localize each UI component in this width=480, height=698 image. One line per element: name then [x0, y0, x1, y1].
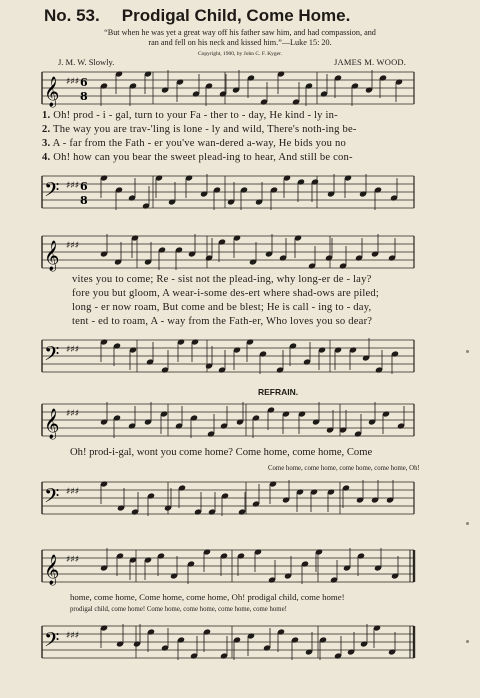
page-speck	[466, 640, 469, 643]
verse-line: 3. A - far from the Fath - er you've wan-dered a-way, He bids you no	[42, 138, 347, 149]
author-credit: J. M. W. Slowly.	[58, 57, 115, 67]
treble-staff	[0, 540, 480, 588]
refrain-lyric: home, come home, Come home, come home, Oh! prodigal child, come home!	[70, 592, 345, 602]
svg-text:♯♯♯: ♯♯♯	[66, 409, 80, 419]
verse-line: 2. The way you are trav-'ling is lone - ly and wild, There's noth-ing be-	[42, 124, 357, 135]
bass-staff	[0, 474, 480, 522]
treble-staff	[0, 396, 480, 444]
verse-line: long - er now roam, But come and be blest; He is call - ing to - day,	[72, 302, 372, 313]
refrain-lyric: Oh! prod-i-gal, wont you come home? Come home, come home, Come	[70, 447, 373, 458]
epigraph-line: “But when he was yet a great way off his father saw him, and had compassion, and	[104, 28, 376, 37]
bass-staff	[0, 330, 480, 380]
refrain-label: REFRAIN.	[258, 387, 299, 397]
bass-staff	[0, 166, 480, 216]
verse-line: vites you to come; Re - sist not the plead-ing, why long-er de - lay?	[72, 274, 372, 285]
treble-staff	[0, 60, 480, 115]
svg-text:𝄢: 𝄢	[44, 484, 60, 512]
page-speck	[466, 350, 469, 353]
svg-text:𝄞: 𝄞	[44, 77, 60, 107]
composer-credit: JAMES M. WOOD.	[334, 57, 407, 67]
hymn-number: No. 53.	[44, 6, 100, 25]
page-speck	[466, 522, 469, 525]
svg-text:𝄞: 𝄞	[44, 241, 60, 271]
svg-text:𝄢: 𝄢	[44, 342, 60, 370]
hymn-title: Prodigal Child, Come Home.	[121, 6, 351, 25]
svg-text:8: 8	[80, 90, 88, 103]
svg-text:𝄞: 𝄞	[44, 409, 60, 439]
svg-text:♯♯♯: ♯♯♯	[66, 631, 80, 641]
scripture-epigraph	[60, 28, 420, 48]
svg-text:♯♯♯: ♯♯♯	[66, 487, 80, 497]
copyright-notice: Copyright, 1900, by John C. F. Kyger.	[197, 51, 283, 57]
bass-staff	[0, 616, 480, 668]
refrain-bass-lyric: Come home, come home, come home, come home, Oh!	[268, 465, 420, 472]
epigraph-line: ran and fell on his neck and kissed him.”—Luke 15: 20.	[148, 38, 332, 47]
svg-text:6: 6	[80, 180, 88, 193]
svg-text:𝄞: 𝄞	[44, 555, 60, 585]
svg-text:♯♯♯: ♯♯♯	[66, 555, 80, 565]
svg-text:6: 6	[80, 76, 88, 89]
refrain-bass-lyric: prodigal child, come home! Come home, come home, come home, come home!	[70, 606, 287, 613]
svg-text:𝄢: 𝄢	[44, 628, 60, 656]
verse-line: 1. Oh! prod - i - gal, turn to your Fa - ther to - day, He kind - ly in-	[42, 110, 338, 121]
verse-line: fore you but gloom, A wear-i-some des-ert where shad-ows are piled;	[72, 288, 380, 299]
hymn-header	[44, 6, 350, 26]
svg-text:8: 8	[80, 194, 88, 207]
svg-text:♯♯♯: ♯♯♯	[66, 241, 80, 251]
verse-line: tent - ed to roam, A - way from the Fath-er, Who loves you so dear?	[72, 316, 373, 327]
treble-staff	[0, 222, 480, 272]
svg-text:♯♯♯: ♯♯♯	[66, 181, 80, 191]
svg-text:♯♯♯: ♯♯♯	[66, 345, 80, 355]
svg-text:♯♯♯: ♯♯♯	[66, 77, 80, 87]
svg-text:𝄢: 𝄢	[44, 178, 60, 206]
verse-line: 4. Oh! how can you bear the sweet plead-ing to hear, And still be con-	[42, 152, 353, 163]
